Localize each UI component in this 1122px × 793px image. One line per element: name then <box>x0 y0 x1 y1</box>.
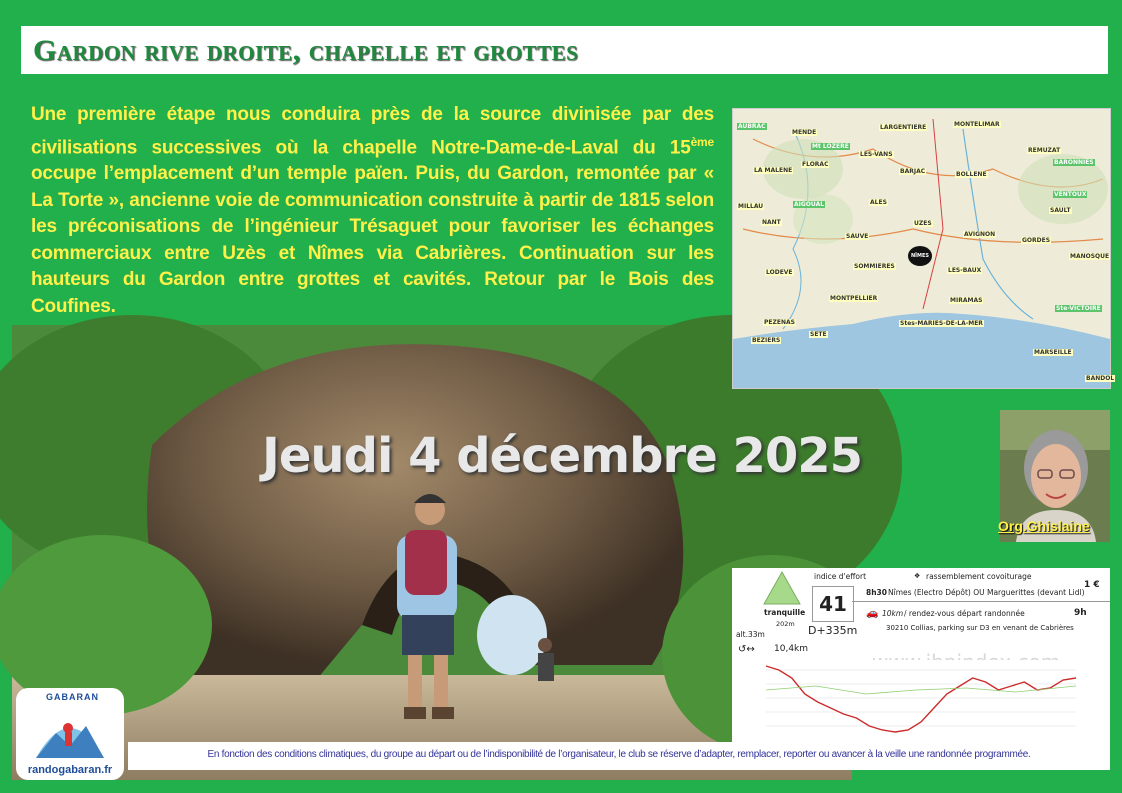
map-label: ALES <box>870 199 887 206</box>
club-logo[interactable] <box>16 688 124 780</box>
price: 1 € <box>1084 580 1100 590</box>
intro-text-part2: occupe l’emplacement d’un temple païen. Puis, du Gardon, remontée par « La Torte », ancienne voie de communication construite à partir de 1815 selon les préconisations de l’ingénieur Trésaguet pour favoriser les échanges commerciaux entre Uzès et Nîmes via Cabrières. Continuation sur les hauteurs du Gardon entre grottes et cavités. Retour par le Bois des Coufines. <box>31 163 714 317</box>
map-label: MIRAMAS <box>950 297 983 304</box>
map-label: PEZENAS <box>764 319 795 326</box>
title-bar <box>21 26 1108 74</box>
map-label: MANOSQUE <box>1070 253 1110 260</box>
map-label: MONTELIMAR <box>954 121 1000 128</box>
page-title: Gardon rive droite, chapelle et grottes <box>33 34 579 67</box>
car-icon: 🚗 <box>866 608 879 619</box>
gain-small-value: 202m <box>776 620 795 628</box>
map-label: GORDES <box>1022 237 1051 244</box>
logo-url[interactable]: randogabaran.fr <box>27 764 113 776</box>
map-label: LODEVE <box>766 269 793 276</box>
organizer-name: Org.Ghislaine <box>998 518 1090 534</box>
map-label: UZES <box>914 220 932 227</box>
effort-label: indice d'effort <box>814 572 867 581</box>
map-label: MENDE <box>792 129 817 136</box>
event-date: Jeudi 4 décembre 2025 <box>262 428 863 484</box>
logo-name: GABARAN <box>46 692 99 702</box>
difficulty-label: tranquille <box>764 608 806 617</box>
elevation-profile-chart <box>736 660 1106 738</box>
difficulty-triangle-icon <box>762 570 802 606</box>
map-label: BARONNIES <box>1054 159 1094 166</box>
map-label: SOMMIERES <box>854 263 895 270</box>
hike-info-panel <box>732 568 1110 742</box>
map-label: LES-VANS <box>860 151 893 158</box>
intro-superscript: ème <box>690 134 714 149</box>
drive-distance: 10km <box>882 609 904 618</box>
loop-icon: ↺↔ <box>738 644 755 655</box>
elevation-gain: D+335m <box>808 624 858 637</box>
map-label: MONTPELLIER <box>830 295 878 302</box>
map-label: SAUVE <box>846 233 869 240</box>
map-label: LES-BAUX <box>948 267 982 274</box>
map-label: VENTOUX <box>1054 191 1087 198</box>
cave-arch-illustration <box>12 325 852 780</box>
map-label: SETE <box>810 331 827 338</box>
start-address: 30210 Collias, parking sur D3 en venant de Cabrières <box>886 624 1074 632</box>
divider <box>852 601 1110 602</box>
map-label: LARGENTIERE <box>880 124 927 131</box>
map-label: Ste-VICTOIRE <box>1056 305 1101 312</box>
map-label: AUBRAC <box>738 123 766 130</box>
map-label: REMUZAT <box>1028 147 1061 154</box>
meeting-time: 8h30 <box>866 588 887 597</box>
map-label: BEZIERS <box>752 337 781 344</box>
map-center-marker: NÎMES <box>908 246 932 266</box>
map-label: FLORAC <box>802 161 829 168</box>
map-label: MARSEILLE <box>1034 349 1072 356</box>
intro-text-part1: Une première étape nous conduira près de la source divinisée par des civilisations successives où la chapelle Notre-Dame-de-Laval du 15 <box>31 104 714 158</box>
start-time: 9h <box>1074 608 1087 618</box>
map-label: NANT <box>762 219 781 226</box>
map-label: SAULT <box>1050 207 1071 214</box>
map-label: BOLLENE <box>956 171 987 178</box>
map-label: Mt LOZERE <box>812 143 849 150</box>
map-label: Stes-MARIES-DE-LA-MER <box>900 320 983 327</box>
altitude-value: alt.33m <box>736 630 765 639</box>
disclaimer-text: En fonction des conditions climatiques, du groupe au départ ou de l’indisponibilité de l’organisateur, le club se réserve d’adapter, remplacer, reporter ou avancer à la veille une randonnée programmée. <box>128 742 1110 770</box>
effort-value: 41 <box>812 586 854 622</box>
map-label: LA MALENE <box>754 167 793 174</box>
map-label: BARJAC <box>900 168 926 175</box>
drive-text: / rendez-vous départ randonnée <box>904 609 1025 618</box>
map-label: AIGOUAL <box>794 201 825 208</box>
carpool-icon: ❖ <box>914 572 921 580</box>
map-label: BANDOL <box>1086 375 1115 382</box>
distance-value: 10,4km <box>774 644 809 654</box>
meeting-label: rassemblement covoiturage <box>926 572 1032 581</box>
map-label: AVIGNON <box>964 231 996 238</box>
meeting-detail: Nîmes (Electro Dépôt) OU Marguerittes (devant Lidl) <box>888 588 1085 597</box>
intro-paragraph <box>31 102 714 320</box>
map-label: MILLAU <box>738 203 764 210</box>
hiking-photo <box>12 325 852 780</box>
